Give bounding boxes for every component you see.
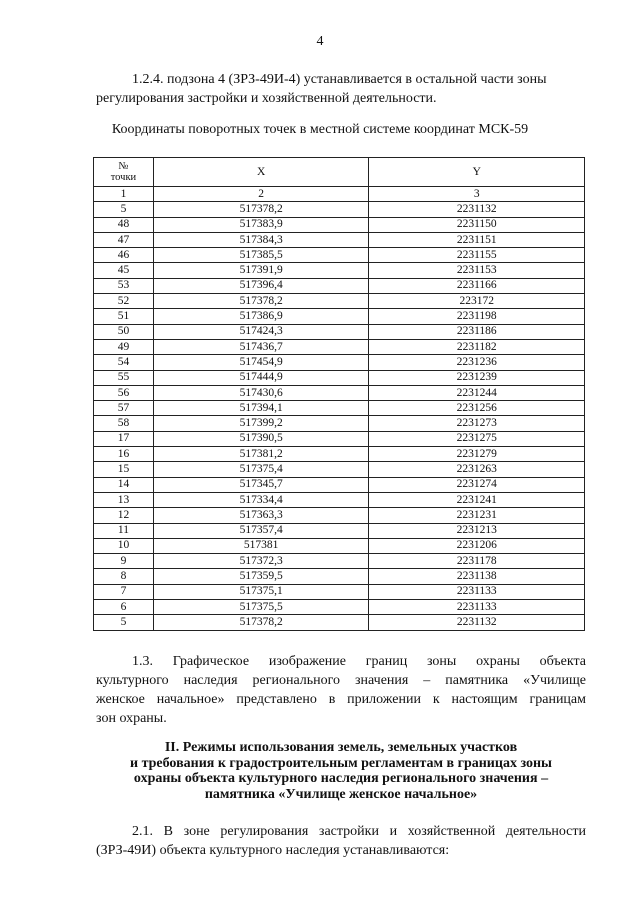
column-index: 1 (94, 187, 154, 202)
y-coordinate-cell: 2231256 (369, 401, 585, 416)
point-number-cell: 15 (94, 462, 154, 477)
x-coordinate-cell: 517372,3 (153, 554, 369, 569)
point-number-cell: 7 (94, 584, 154, 599)
y-coordinate-cell: 2231239 (369, 370, 585, 385)
point-number-cell: 53 (94, 278, 154, 293)
coordinates-heading: Координаты поворотных точек в местной системе координат МСК-59 (111, 122, 529, 137)
y-coordinate-cell: 2231198 (369, 309, 585, 324)
table-row (94, 339, 585, 354)
section-title-line: II. Режимы использования земель, земельных участков (164, 740, 518, 755)
point-number-cell: 45 (94, 263, 154, 278)
table-row (94, 447, 585, 462)
table-row (94, 370, 585, 385)
x-coordinate-cell: 517394,1 (153, 401, 369, 416)
point-number-cell: 51 (94, 309, 154, 324)
table-row (94, 232, 585, 247)
table-row (94, 569, 585, 584)
y-coordinate-cell: 2231273 (369, 416, 585, 431)
paragraph-1-3 (96, 652, 586, 728)
x-coordinate-cell: 517381 (153, 538, 369, 553)
column-index-row (94, 187, 585, 202)
table-row (94, 477, 585, 492)
y-coordinate-cell: 2231206 (369, 538, 585, 553)
table-header-row (94, 158, 585, 187)
header-point-number-symbol: № (118, 161, 129, 172)
point-number-cell: 49 (94, 339, 154, 354)
table-row (94, 248, 585, 263)
y-coordinate-cell: 223172 (369, 294, 585, 309)
x-coordinate-cell: 517363,3 (153, 508, 369, 523)
point-number-cell: 9 (94, 554, 154, 569)
y-coordinate-cell: 2231151 (369, 232, 585, 247)
point-number-cell: 5 (94, 202, 154, 217)
column-index: 2 (153, 187, 369, 202)
table-row (94, 538, 585, 553)
x-coordinate-cell: 517383,9 (153, 217, 369, 232)
table-row (94, 202, 585, 217)
header-point-number (94, 158, 154, 187)
x-coordinate-cell: 517375,4 (153, 462, 369, 477)
table-row (94, 523, 585, 538)
x-coordinate-cell: 517444,9 (153, 370, 369, 385)
page-number: 4 (316, 34, 324, 49)
x-coordinate-cell: 517345,7 (153, 477, 369, 492)
column-index: 3 (369, 187, 585, 202)
paragraph-line: (ЗРЗ-49И) объекта культурного наследия устанавливаются: (96, 843, 450, 858)
y-coordinate-cell: 2231274 (369, 477, 585, 492)
x-coordinate-cell: 517454,9 (153, 355, 369, 370)
table-body (94, 187, 585, 631)
y-coordinate-cell: 2231241 (369, 492, 585, 507)
x-coordinate-cell: 517381,2 (153, 447, 369, 462)
intro-line: регулирования застройки и хозяйственной деятельности. (96, 91, 437, 106)
point-number-cell: 12 (94, 508, 154, 523)
paragraph-line: 1.3. Графическое изображение границ зоны охраны объекта (132, 654, 586, 669)
table-row (94, 217, 585, 232)
x-coordinate-cell: 517359,5 (153, 569, 369, 584)
table-row (94, 355, 585, 370)
y-coordinate-cell: 2231279 (369, 447, 585, 462)
y-coordinate-cell: 2231132 (369, 202, 585, 217)
table-row (94, 554, 585, 569)
coordinates-table (93, 157, 585, 631)
section-title-line: охраны объекта культурного наследия регионального значения – (133, 771, 549, 786)
y-coordinate-cell: 2231263 (369, 462, 585, 477)
paragraph-line: 2.1. В зоне регулирования застройки и хозяйственной деятельности (132, 824, 586, 839)
y-coordinate-cell: 2231166 (369, 278, 585, 293)
x-coordinate-cell: 517430,6 (153, 385, 369, 400)
point-number-cell: 11 (94, 523, 154, 538)
header-point-number-label: точки (110, 172, 137, 183)
x-coordinate-cell: 517378,2 (153, 202, 369, 217)
header-x: X (153, 158, 369, 187)
point-number-cell: 14 (94, 477, 154, 492)
paragraph-2-1 (96, 822, 586, 860)
point-number-cell: 46 (94, 248, 154, 263)
x-coordinate-cell: 517396,4 (153, 278, 369, 293)
point-number-cell: 58 (94, 416, 154, 431)
y-coordinate-cell: 2231182 (369, 339, 585, 354)
table-row (94, 431, 585, 446)
y-coordinate-cell: 2231213 (369, 523, 585, 538)
paragraph-line: зон охраны. (96, 711, 167, 726)
y-coordinate-cell: 2231186 (369, 324, 585, 339)
point-number-cell: 48 (94, 217, 154, 232)
section-title-line: памятника «Училище женское начальное» (204, 786, 478, 802)
table-row (94, 309, 585, 324)
point-number-cell: 57 (94, 401, 154, 416)
x-coordinate-cell: 517357,4 (153, 523, 369, 538)
point-number-cell: 6 (94, 600, 154, 615)
table-row (94, 615, 585, 630)
x-coordinate-cell: 517378,2 (153, 615, 369, 630)
intro-line: 1.2.4. подзона 4 (ЗРЗ-49И-4) устанавливается в остальной части зоны (132, 72, 547, 87)
y-coordinate-cell: 2231236 (369, 355, 585, 370)
y-coordinate-cell: 2231138 (369, 569, 585, 584)
x-coordinate-cell: 517399,2 (153, 416, 369, 431)
point-number-cell: 55 (94, 370, 154, 385)
table-row (94, 492, 585, 507)
x-coordinate-cell: 517384,3 (153, 232, 369, 247)
intro-paragraph (96, 70, 586, 108)
point-number-cell: 8 (94, 569, 154, 584)
point-number-cell: 16 (94, 447, 154, 462)
x-coordinate-cell: 517386,9 (153, 309, 369, 324)
y-coordinate-cell: 2231275 (369, 431, 585, 446)
y-coordinate-cell: 2231133 (369, 600, 585, 615)
table-row (94, 263, 585, 278)
y-coordinate-cell: 2231132 (369, 615, 585, 630)
table-row (94, 385, 585, 400)
x-coordinate-cell: 517378,2 (153, 294, 369, 309)
y-coordinate-cell: 2231155 (369, 248, 585, 263)
table-row (94, 416, 585, 431)
table-row (94, 600, 585, 615)
y-coordinate-cell: 2231231 (369, 508, 585, 523)
section-ii-title (96, 740, 586, 802)
point-number-cell: 47 (94, 232, 154, 247)
table-row (94, 324, 585, 339)
point-number-cell: 5 (94, 615, 154, 630)
table-row (94, 508, 585, 523)
x-coordinate-cell: 517391,9 (153, 263, 369, 278)
y-coordinate-cell: 2231178 (369, 554, 585, 569)
y-coordinate-cell: 2231244 (369, 385, 585, 400)
x-coordinate-cell: 517375,5 (153, 600, 369, 615)
table-row (94, 278, 585, 293)
x-coordinate-cell: 517436,7 (153, 339, 369, 354)
header-y: Y (369, 158, 585, 187)
paragraph-line: женское начальное» представлено в приложении к настоящим границам (96, 692, 586, 707)
y-coordinate-cell: 2231133 (369, 584, 585, 599)
section-title-line: и требования к градостроительным регламентам в границах зоны (130, 755, 552, 771)
y-coordinate-cell: 2231153 (369, 263, 585, 278)
x-coordinate-cell: 517390,5 (153, 431, 369, 446)
x-coordinate-cell: 517424,3 (153, 324, 369, 339)
point-number-cell: 54 (94, 355, 154, 370)
y-coordinate-cell: 2231150 (369, 217, 585, 232)
point-number-cell: 52 (94, 294, 154, 309)
table-row (94, 462, 585, 477)
point-number-cell: 10 (94, 538, 154, 553)
table-row (94, 401, 585, 416)
table-row (94, 294, 585, 309)
table-row (94, 584, 585, 599)
point-number-cell: 56 (94, 385, 154, 400)
point-number-cell: 13 (94, 492, 154, 507)
x-coordinate-cell: 517334,4 (153, 492, 369, 507)
x-coordinate-cell: 517375,1 (153, 584, 369, 599)
point-number-cell: 50 (94, 324, 154, 339)
x-coordinate-cell: 517385,5 (153, 248, 369, 263)
point-number-cell: 17 (94, 431, 154, 446)
paragraph-line: культурного наследия регионального значения – памятника «Училище (96, 673, 586, 688)
